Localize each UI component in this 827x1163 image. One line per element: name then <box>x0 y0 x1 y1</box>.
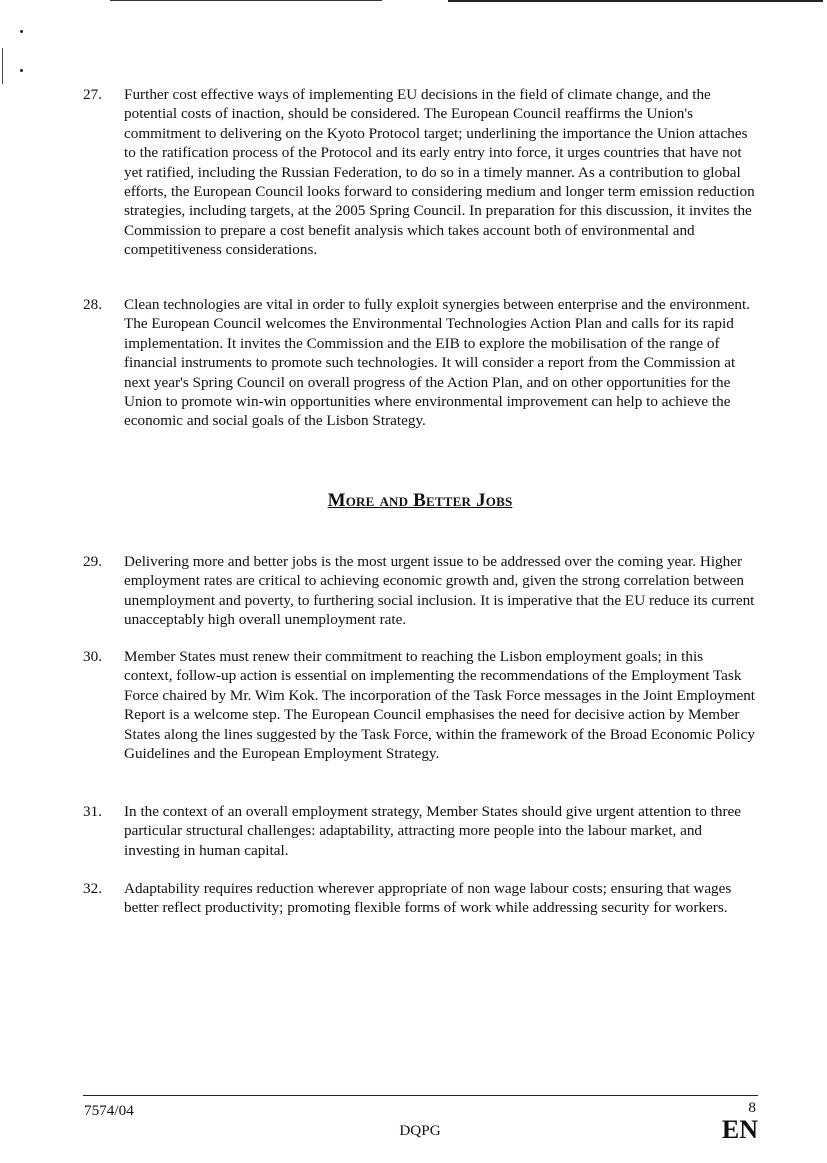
paragraph-27 <box>83 85 755 260</box>
paragraph-29 <box>83 552 755 630</box>
header-rule-right <box>448 0 823 2</box>
paragraph-text: Adaptability requires reduction wherever appropriate of non wage labour costs; ensuring that wages better reflect productivity; promoting flexible forms of work while addressing security for workers. <box>124 880 732 917</box>
paragraph-number: 32. <box>83 880 102 897</box>
paragraph-text: Clean technologies are vital in order to fully exploit synergies between enterprise and the environment. The European Council welcomes the Environmental Technologies Action Plan and calls for its rapid implementation. It invites the Commission and the EIB to explore the mobilisation of the range of financial instruments to promote such technologies. It will consider a report from the Commission at next year's Spring Council on overall progress of the Action Plan, and on other opportunities for the Union to promote win-win opportunities where environmental improvement can help to achieve the economic and social goals of the Lisbon Strategy. <box>124 296 751 430</box>
paragraph-text: Member States must renew their commitment to reaching the Lisbon employment goals; in this context, follow-up action is essential on implementing the recommendations of the Employment Task Force chaired by Mr. Wim Kok. The incorporation of the Task Force messages in the Joint Employment Report is a welcome step. The European Council emphasises the need for decisive action by Member States along the lines suggested by the Task Force, within the framework of the Broad Economic Policy Guidelines and the European Employment Strategy. <box>124 648 756 763</box>
paragraph-text: Further cost effective ways of implementing EU decisions in the field of climate change, and the potential costs of inaction, should be considered. The European Council reaffirms the Union's commitment to delivering on the Kyoto Protocol target; underlining the importance the Union attaches to the ratification process of the Protocol and its early entry into force, it urges countries that have not yet ratified, including the Russian Federation, to do so in a timely manner. As a contribution to global efforts, the European Council looks forward to considering medium and longer term emission reduction strategies, including targets, at the 2005 Spring Council. In preparation for this discussion, it invites the Commission to prepare a cost benefit analysis which takes account both of environmental and competitiveness considerations. <box>124 86 755 259</box>
department-code: DQPG <box>399 1122 441 1139</box>
scan-speck <box>20 30 23 33</box>
paragraph-30 <box>83 647 755 763</box>
paragraph-number: 31. <box>83 803 102 820</box>
section-heading: More and Better Jobs <box>327 490 513 511</box>
paragraph-28 <box>83 295 755 431</box>
language-code: EN <box>721 1115 758 1144</box>
paragraph-32 <box>83 879 755 918</box>
page-number: 8 <box>748 1099 756 1116</box>
scan-edge-mark <box>2 48 3 84</box>
paragraph-number: 30. <box>83 648 102 665</box>
paragraph-text: In the context of an overall employment strategy, Member States should give urgent attention to three particular structural challenges: adaptability, attracting more people into the labour market, and investing in human capital. <box>124 803 742 859</box>
paragraph-number: 29. <box>83 553 102 570</box>
paragraph-number: 27. <box>83 86 102 103</box>
paragraph-31 <box>83 802 755 860</box>
document-reference: 7574/04 <box>84 1102 134 1119</box>
paragraph-text: Delivering more and better jobs is the most urgent issue to be addressed over the coming year. Higher employment rates are critical to achieving economic growth and, given the strong correlation between unemployment and poverty, to furthering social inclusion. It is imperative that the EU reduce its current unacceptably high overall unemployment rate. <box>124 553 755 629</box>
header-rule-left <box>110 0 382 1</box>
footer-rule <box>83 1095 758 1096</box>
paragraph-number: 28. <box>83 296 102 313</box>
scan-speck <box>20 69 23 72</box>
